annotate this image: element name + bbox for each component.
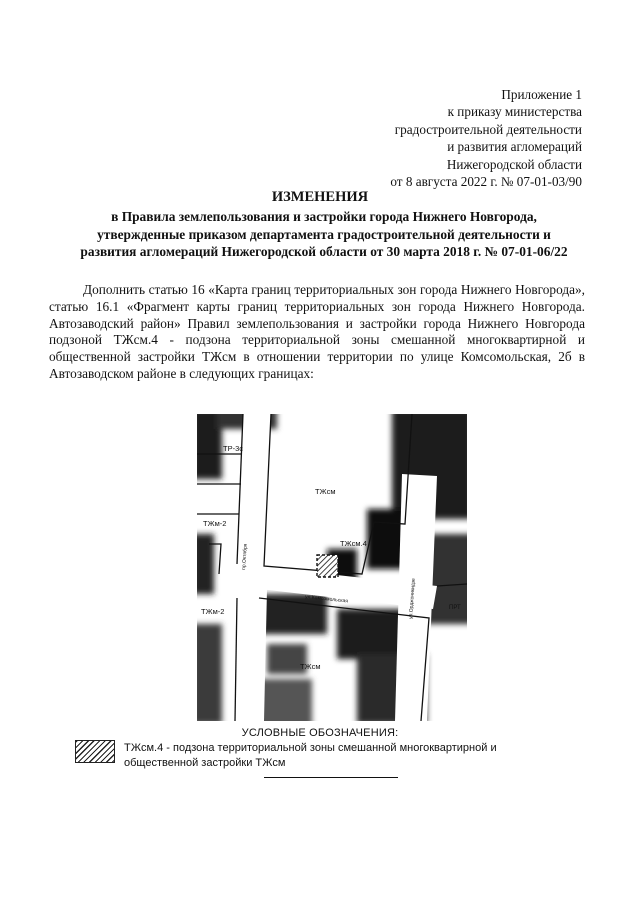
appendix-line: Приложение 1	[501, 87, 582, 102]
street-right: ул.Орджоникидзе	[408, 578, 417, 620]
subtitle-line: в Правила землепользования и застройки города Нижнего Новгорода,	[111, 209, 537, 224]
subtitle-line: утвержденные приказом департамента градостроительной деятельности и	[97, 226, 551, 242]
hatch-swatch-icon	[75, 740, 115, 763]
appendix-line: к приказу министерства	[447, 104, 582, 120]
street-left: пр.Октября	[241, 543, 249, 571]
label-tr3c: ТР-3с	[223, 444, 244, 453]
appendix-line: градостроительной деятельности	[394, 121, 582, 137]
closing-rule	[264, 777, 398, 778]
document-subtitle	[40, 208, 608, 261]
body-paragraph: Дополнить статью 16 «Карта границ территориальных зон города Нижнего Новгорода», статью 16.1 «Фрагмент карты границ территориальных зон города Нижнего Новгорода. Автозаводский район» Правил землепользования и застройки города Нижнего Новгорода подзоной ТЖсм.4 - подзона территориальной зоны смешанной многоквартирной и общественной застройки ТЖсм в отношении территории по улице Комсомольская, 2б в Автозаводском районе в следующих границах:	[49, 282, 585, 381]
label-tzhsm4: ТЖсм.4	[340, 539, 367, 548]
appendix-line: и развития агломераций	[447, 139, 582, 155]
document-title: ИЗМЕНЕНИЯ	[271, 189, 369, 205]
appendix-line: от 8 августа 2022 г. № 07-01-03/90	[390, 174, 582, 190]
appendix-line: Нижегородской области	[446, 156, 582, 172]
legend-text: ТЖсм.4 - подзона территориальной зоны смешанной многоквартирной и общественной застройки ТЖсм	[124, 742, 497, 769]
label-tzhm2-lower: ТЖм-2	[201, 607, 225, 616]
street-komsomolskaya: ул.Комсомольская	[304, 594, 349, 605]
subzone-tzhsm4-area	[317, 555, 338, 577]
map-drawing	[197, 414, 467, 721]
label-edge-right: ПРТ	[449, 605, 461, 611]
label-tzhm2: ТЖм-2	[203, 519, 227, 528]
legend-title: УСЛОВНЫЕ ОБОЗНАЧЕНИЯ:	[241, 727, 399, 739]
subtitle-line: развития агломераций Нижегородской области от 30 марта 2018 г. № 07-01-06/22	[80, 244, 568, 260]
label-tzhsm-top: ТЖсм	[315, 487, 336, 496]
appendix-header	[390, 86, 582, 190]
zone-map	[197, 414, 467, 721]
label-tzhsm-bottom: ТЖсм	[300, 662, 321, 671]
